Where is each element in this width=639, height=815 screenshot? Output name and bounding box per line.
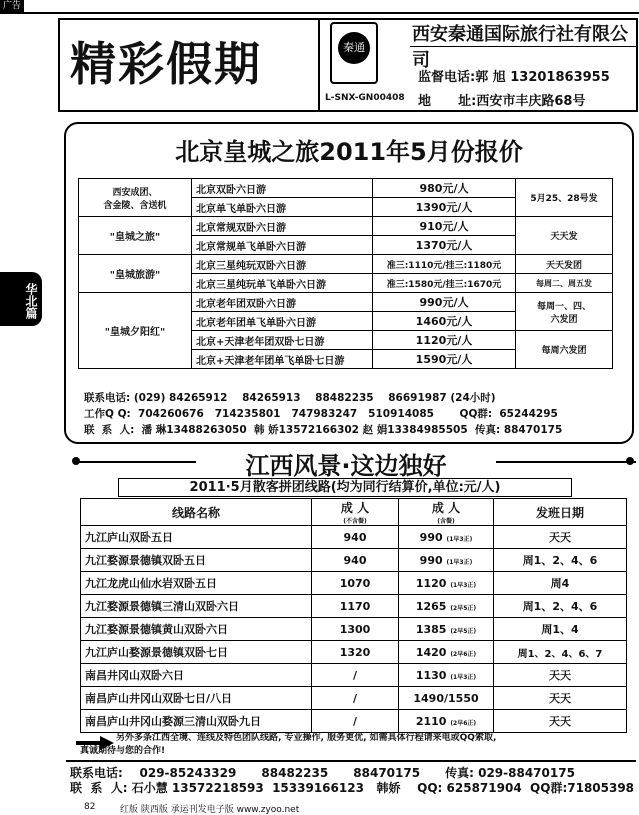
meal-note: (1早3正) bbox=[450, 581, 477, 589]
route-price: 1590元/人 bbox=[373, 350, 516, 369]
table-row bbox=[81, 641, 627, 664]
rule-dot-icon bbox=[72, 457, 80, 465]
table-row bbox=[79, 293, 613, 312]
page-number: 82 bbox=[84, 802, 96, 812]
route-name: 北京+天津老年团单飞单卧七日游 bbox=[192, 350, 373, 369]
table-row bbox=[81, 526, 627, 549]
route-name: 南昌井冈山双卧六日 bbox=[81, 664, 312, 687]
jiangxi-subtitle: 2011·5月散客拼团线路(均为同行结算价,单位:元/人) bbox=[118, 478, 572, 497]
route-name: 北京双卧六日游 bbox=[192, 179, 373, 198]
price-meal bbox=[399, 595, 494, 618]
price-meal bbox=[399, 641, 494, 664]
meal-note: (2早6正) bbox=[450, 719, 477, 727]
notice-line-2: 真诚期待与您的合作! bbox=[80, 746, 166, 756]
route-name: 南昌庐山井冈山双卧七日/八日 bbox=[81, 687, 312, 710]
price-value: 1130 bbox=[415, 668, 447, 682]
table-row bbox=[79, 255, 613, 274]
departure-date: 每周六发团 bbox=[516, 331, 613, 369]
price-value: 1265 bbox=[415, 599, 447, 613]
region-tab: 华北篇 bbox=[0, 272, 42, 326]
col-date-header: 发班日期 bbox=[494, 499, 627, 526]
price-meal bbox=[399, 710, 494, 733]
departure-days: 周4 bbox=[494, 572, 627, 595]
table-header-row bbox=[81, 499, 627, 526]
route-price: 1460元/人 bbox=[373, 312, 516, 331]
table-row bbox=[79, 179, 613, 198]
route-price: 准三:1110元/挂三:1180元 bbox=[373, 255, 516, 274]
group-label: "皇城旅游" bbox=[79, 255, 192, 293]
col-route-header: 线路名称 bbox=[81, 499, 312, 526]
table-row bbox=[81, 710, 627, 733]
route-name: 九江婺源景德镇黄山双卧六日 bbox=[81, 618, 312, 641]
departure-days: 周1、2、4、6 bbox=[494, 595, 627, 618]
route-name: 九江庐山双卧五日 bbox=[81, 526, 312, 549]
price-no-meal: 1300 bbox=[312, 618, 399, 641]
company-name: 西安秦通国际旅行社有限公司 bbox=[412, 24, 628, 71]
departure-date: 天天发团 bbox=[516, 255, 613, 274]
price-value: 2110 bbox=[415, 714, 447, 728]
departure-days: 天天 bbox=[494, 687, 627, 710]
meal-note: (1早3正) bbox=[446, 558, 473, 566]
col-adult-nomeal-header bbox=[312, 499, 399, 526]
table-row bbox=[81, 687, 627, 710]
meal-note: (2早6正) bbox=[450, 650, 477, 658]
brand-logo: 精彩假期 bbox=[70, 37, 262, 91]
contact-phones: 联系电话: (029) 84265912 84265913 88482235 86691987 (24小时) bbox=[84, 392, 496, 404]
departure-date: 每周一、四、 六发团 bbox=[516, 293, 613, 331]
publication-label: 红版 陕西版 承运刊发电子版 www.zyoo.net bbox=[120, 805, 300, 815]
header-divider bbox=[318, 18, 320, 112]
departure-days: 周1、2、4、6、7 bbox=[494, 641, 627, 664]
footer-people: 联 系 人: 石小慧 13572218593 15339166123 韩娇 QQ: 625871904 QQ群:71805398 bbox=[70, 781, 635, 795]
departure-days: 天天 bbox=[494, 710, 627, 733]
route-name: 北京+天津老年团双卧七日游 bbox=[192, 331, 373, 350]
route-name: 九江庐山婺源景德镇双卧七日 bbox=[81, 641, 312, 664]
price-no-meal: / bbox=[312, 687, 399, 710]
price-value: 1420 bbox=[415, 645, 447, 659]
route-price: 1370元/人 bbox=[373, 236, 516, 255]
departure-days: 周1、2、4、6 bbox=[494, 549, 627, 572]
table-row bbox=[81, 618, 627, 641]
col-adult-meal-header bbox=[399, 499, 494, 526]
beijing-title: 北京皇城之旅2011年5月份报价 bbox=[175, 138, 523, 166]
departure-date: 天天发 bbox=[516, 217, 613, 255]
route-name: 北京单飞单卧六日游 bbox=[192, 198, 373, 217]
header-label: 成 人 bbox=[340, 501, 370, 515]
route-name: 九江婺源景德镇三清山双卧六日 bbox=[81, 595, 312, 618]
table-row bbox=[79, 217, 613, 236]
notice-line-1: 另外多条江西全境、连线及特色团队线路, 专业操作, 服务更优, 如需具体行程请来电或QQ索取, bbox=[116, 733, 497, 743]
footer-phones: 联系电话: 029-85243329 88482235 88470175 传真: 029-88470175 bbox=[70, 766, 575, 780]
meal-note: (2早5正) bbox=[450, 627, 477, 635]
price-meal bbox=[399, 618, 494, 641]
price-no-meal: 940 bbox=[312, 549, 399, 572]
jiangxi-title: 江西风景·这边独好 bbox=[196, 446, 496, 481]
header-note: (含餐) bbox=[437, 518, 455, 525]
price-no-meal: / bbox=[312, 664, 399, 687]
route-name: 北京常规双卧六日游 bbox=[192, 217, 373, 236]
group-label: 西安成团、 含金陵、含送机 bbox=[79, 179, 192, 217]
meal-note: (2早5正) bbox=[450, 604, 477, 612]
top-rule bbox=[0, 12, 639, 14]
ad-tag: 广告 bbox=[0, 0, 24, 12]
route-price: 准三:1580元/挂三:1670元 bbox=[373, 274, 516, 293]
route-name: 九江龙虎山仙水岩双卧五日 bbox=[81, 572, 312, 595]
price-meal bbox=[399, 687, 494, 710]
group-label: "皇城夕阳红" bbox=[79, 293, 192, 369]
company-address: 地 址:西安市丰庆路68号 bbox=[418, 94, 586, 109]
route-name: 北京常规单飞单卧六日游 bbox=[192, 236, 373, 255]
price-meal bbox=[399, 549, 494, 572]
departure-days: 周1、4 bbox=[494, 618, 627, 641]
route-name: 北京三星纯玩双卧六日游 bbox=[192, 255, 373, 274]
price-no-meal: 1070 bbox=[312, 572, 399, 595]
emblem-seal-icon: 秦通 bbox=[338, 32, 370, 64]
price-value: 1490/1550 bbox=[413, 691, 479, 705]
departure-date: 5月25、28号发 bbox=[516, 179, 613, 217]
route-name: 北京老年团单飞单卧六日游 bbox=[192, 312, 373, 331]
departure-days: 天天 bbox=[494, 526, 627, 549]
route-name: 九江婺源景德镇双卧五日 bbox=[81, 549, 312, 572]
price-value: 1120 bbox=[415, 576, 447, 590]
header-note: (不含餐) bbox=[343, 518, 367, 525]
contact-people: 联 系 人: 潘 琳13488263050 韩 娇13572166302 赵 娟13384985505 传真: 88470175 bbox=[84, 424, 563, 436]
route-price: 980元/人 bbox=[373, 179, 516, 198]
table-row bbox=[81, 572, 627, 595]
jiangxi-price-table bbox=[80, 498, 627, 733]
route-price: 1390元/人 bbox=[373, 198, 516, 217]
beijing-price-table bbox=[78, 178, 613, 369]
price-meal bbox=[399, 664, 494, 687]
table-row bbox=[81, 595, 627, 618]
supervise-phone: 监督电话:郭 旭 13201863955 bbox=[418, 70, 610, 85]
table-row bbox=[81, 549, 627, 572]
license-number: L-SNX-GN00408 bbox=[325, 93, 405, 103]
price-meal bbox=[399, 572, 494, 595]
price-value: 990 bbox=[419, 530, 443, 544]
route-price: 1120元/人 bbox=[373, 331, 516, 350]
route-name: 北京三星纯玩单飞单卧六日游 bbox=[192, 274, 373, 293]
meal-note: (1早3正) bbox=[446, 535, 473, 543]
contact-qq: 工作Q Q: 704260676 714235801 747983247 510914085 QQ群: 65244295 bbox=[84, 408, 558, 420]
table-row bbox=[81, 664, 627, 687]
price-value: 1385 bbox=[415, 622, 447, 636]
company-underline bbox=[410, 46, 638, 47]
rule-dot-icon bbox=[626, 457, 634, 465]
group-label: "皇城之旅" bbox=[79, 217, 192, 255]
departure-days: 天天 bbox=[494, 664, 627, 687]
route-price: 990元/人 bbox=[373, 293, 516, 312]
route-name: 南昌庐山井冈山婺源三清山双卧九日 bbox=[81, 710, 312, 733]
route-price: 910元/人 bbox=[373, 217, 516, 236]
route-name: 北京老年团双卧六日游 bbox=[192, 293, 373, 312]
price-value: 990 bbox=[419, 553, 443, 567]
price-no-meal: 1320 bbox=[312, 641, 399, 664]
price-meal bbox=[399, 526, 494, 549]
header-label: 成 人 bbox=[431, 501, 461, 515]
price-no-meal: / bbox=[312, 710, 399, 733]
meal-note: (1早3正) bbox=[450, 673, 477, 681]
price-no-meal: 1170 bbox=[312, 595, 399, 618]
departure-date: 每周二、周五发 bbox=[516, 274, 613, 293]
price-no-meal: 940 bbox=[312, 526, 399, 549]
